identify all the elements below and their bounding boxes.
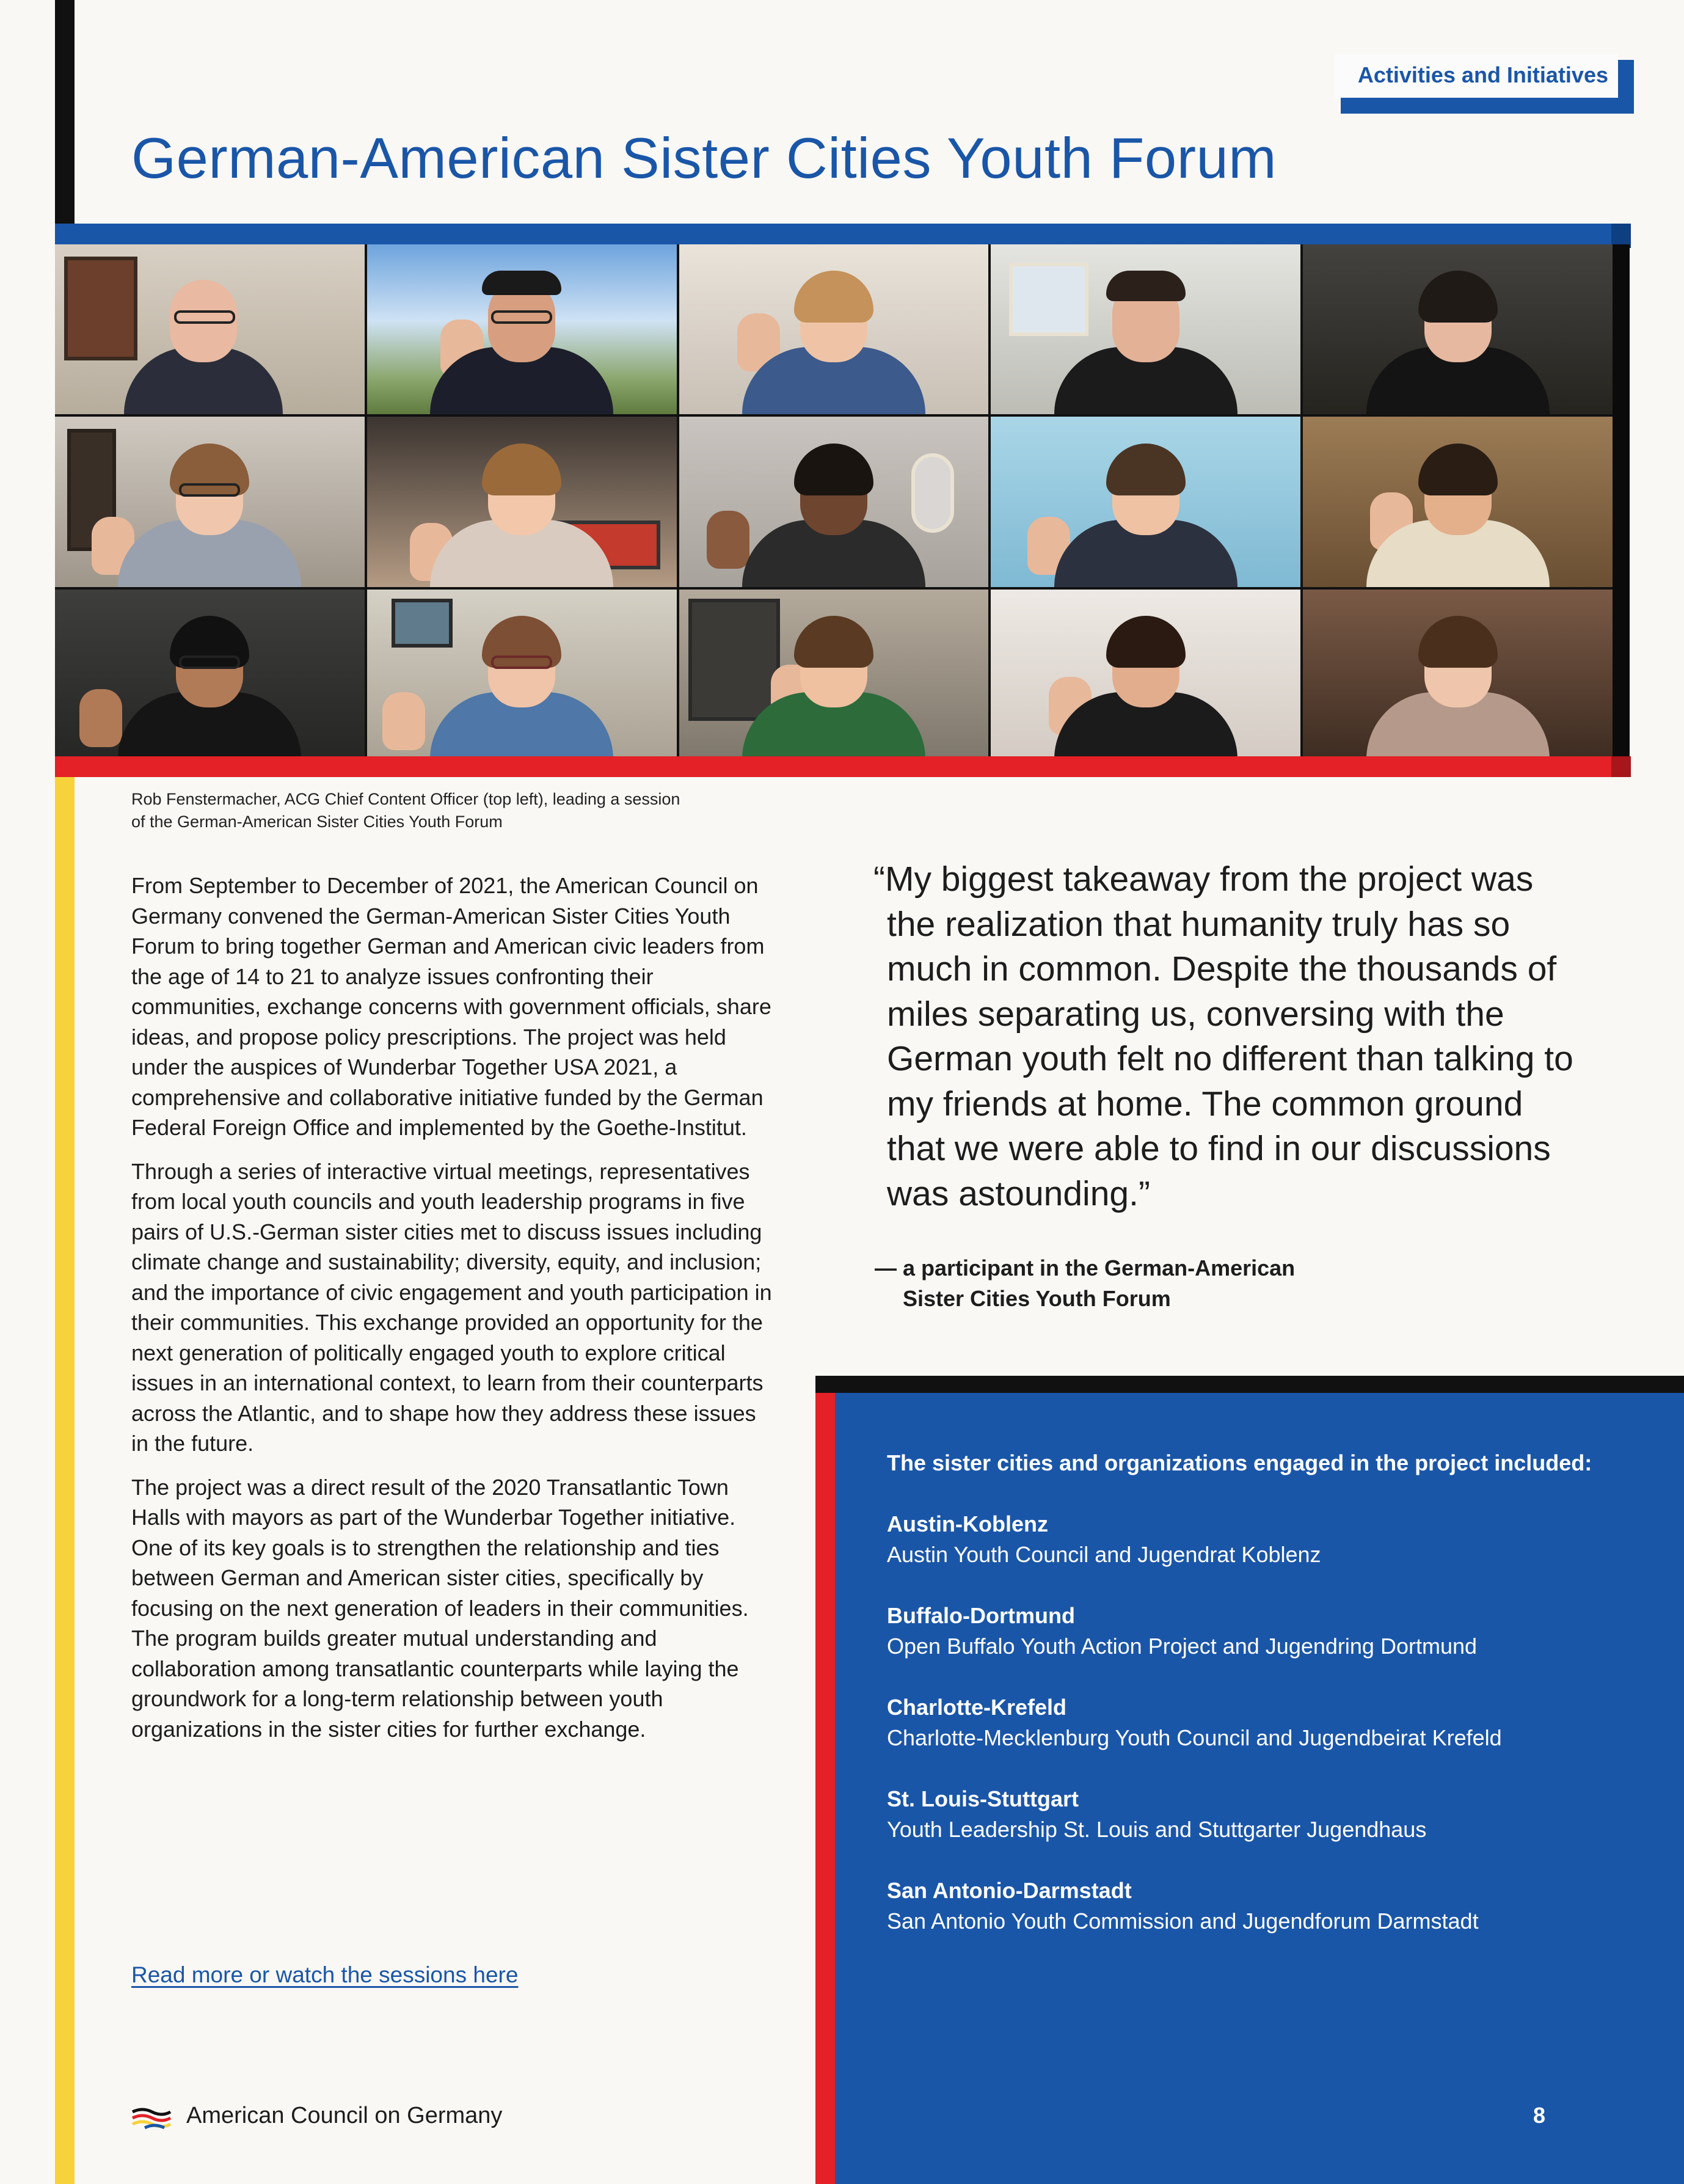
photo-caption-line: Rob Fenstermacher, ACG Chief Content Officer (top left), leading a session [131,790,680,808]
read-more-link[interactable]: Read more or watch the sessions here [131,1962,519,1987]
info-box-red-rule [815,1393,835,2184]
participant-tile [367,417,677,586]
participant-tile [55,417,365,586]
participant-tile [1303,417,1613,586]
participant-tile [991,244,1300,414]
page-title: German-American Sister Cities Youth Forum [131,126,1277,190]
section-tag-label: Activities and Initiatives [1357,62,1608,87]
sister-cities-list [887,1448,1638,1967]
left-black-rule [55,0,75,238]
page-number: 8 [1533,2103,1546,2128]
city-pair-name: Charlotte-Krefeld [887,1695,1067,1720]
body-paragraph: Through a series of interactive virtual meetings, representatives from local youth councils and youth leadership programs in five pairs of U.S.-German sister cities met to discuss issues including climate change and sustainability; diversity, equity, and inclusion; and the importance of civic engagement and youth participation in their communities. This exchange provided an opportunity for the next generation of politically engaged youth to explore critical issues in an international context, to learn from their counterparts across the Atlantic, and to shape how they address these issues in the future. [131,1158,772,1456]
footer-organization: American Council on Germany [186,2103,503,2128]
city-pair [887,1784,1638,1845]
red-accent-band [55,756,1631,777]
city-pair-organizations: Charlotte-Mecklenburg Youth Council and Jugendbeirat Krefeld [887,1725,1502,1750]
participant-tile [1303,244,1613,414]
pull-quote [873,857,1582,1314]
participant-tile [55,244,365,414]
participant-tile [991,417,1300,586]
city-pair-organizations: Youth Leadership St. Louis and Stuttgarter Jugendhaus [887,1817,1427,1842]
participant-tile [1303,590,1613,759]
participant-tile [367,244,677,414]
photo-caption-line: of the German-American Sister Cities Youth Forum [131,813,503,831]
attribution-line: — a participant in the German-American [875,1255,1296,1280]
city-pair-organizations: Austin Youth Council and Jugendrat Koblenz [887,1542,1321,1567]
video-call-photo [55,244,1630,759]
photo-caption [131,788,791,833]
body-paragraph: From September to December of 2021, the American Council on Germany convened the German-American Sister Cities Youth Forum to bring together German and American civic leaders from the age of 14 to 21 to analyze issues confronting their communities, exchange concerns with government officials, share ideas, and propose policy prescriptions. The project was held under the auspices of Wunderbar Together USA 2021, a comprehensive and collaborative initiative funded by the German Federal Foreign Office and implemented by the Goethe-Institut. [131,873,771,1140]
participant-tile [55,590,365,759]
attribution-line: Sister Cities Youth Forum [903,1286,1171,1311]
city-pair [887,1601,1638,1662]
city-pair [887,1692,1638,1753]
city-pair-name: St. Louis-Stuttgart [887,1786,1079,1811]
acg-logo-icon [131,2106,172,2130]
participant-tile [367,590,677,759]
article-body [131,871,779,1758]
sister-cities-intro: The sister cities and organizations engaged in the project included: [887,1450,1592,1475]
city-pair-name: San Antonio-Darmstadt [887,1878,1132,1903]
body-paragraph: The project was a direct result of the 2020 Transatlantic Town Halls with mayors as part of the Wunderbar Together initiative. One of its key goals is to strengthen the relationship and ties between German and American sister cities, specifically by focusing on the next generation of leaders in their communities. The program builds greater mutual understanding and collaboration among transatlantic counterparts while laying the groundwork for a long-term relationship between youth organizations in the sister cities for further exchange. [131,1474,749,1742]
section-tag [1335,54,1628,115]
photo-bevel-edge [1613,244,1630,759]
city-pair-organizations: Open Buffalo Youth Action Project and Jugendring Dortmund [887,1634,1478,1659]
red-band-bevel [1611,756,1631,777]
left-yellow-rule [55,758,75,2184]
info-box-top-rule [815,1376,1684,1393]
participant-tile [679,417,989,586]
city-pair-name: Austin-Koblenz [887,1511,1048,1536]
city-pair [887,1875,1638,1937]
pull-quote-attribution [873,1253,1582,1314]
participant-tile [991,590,1300,759]
city-pair [887,1509,1638,1570]
city-pair-name: Buffalo-Dortmund [887,1603,1075,1628]
participant-tile [679,590,989,759]
participant-tile [679,244,989,414]
city-pair-organizations: San Antonio Youth Commission and Jugendforum Darmstadt [887,1908,1479,1934]
pull-quote-text: “My biggest takeaway from the project was the realization that humanity truly has so much in common. Despite the thousands of miles separating us, conversing with the German youth felt no different than talking to my friends at home. The common ground that we were able to find in our discussions was astounding.” [873,860,1573,1213]
participant-grid [55,244,1613,759]
